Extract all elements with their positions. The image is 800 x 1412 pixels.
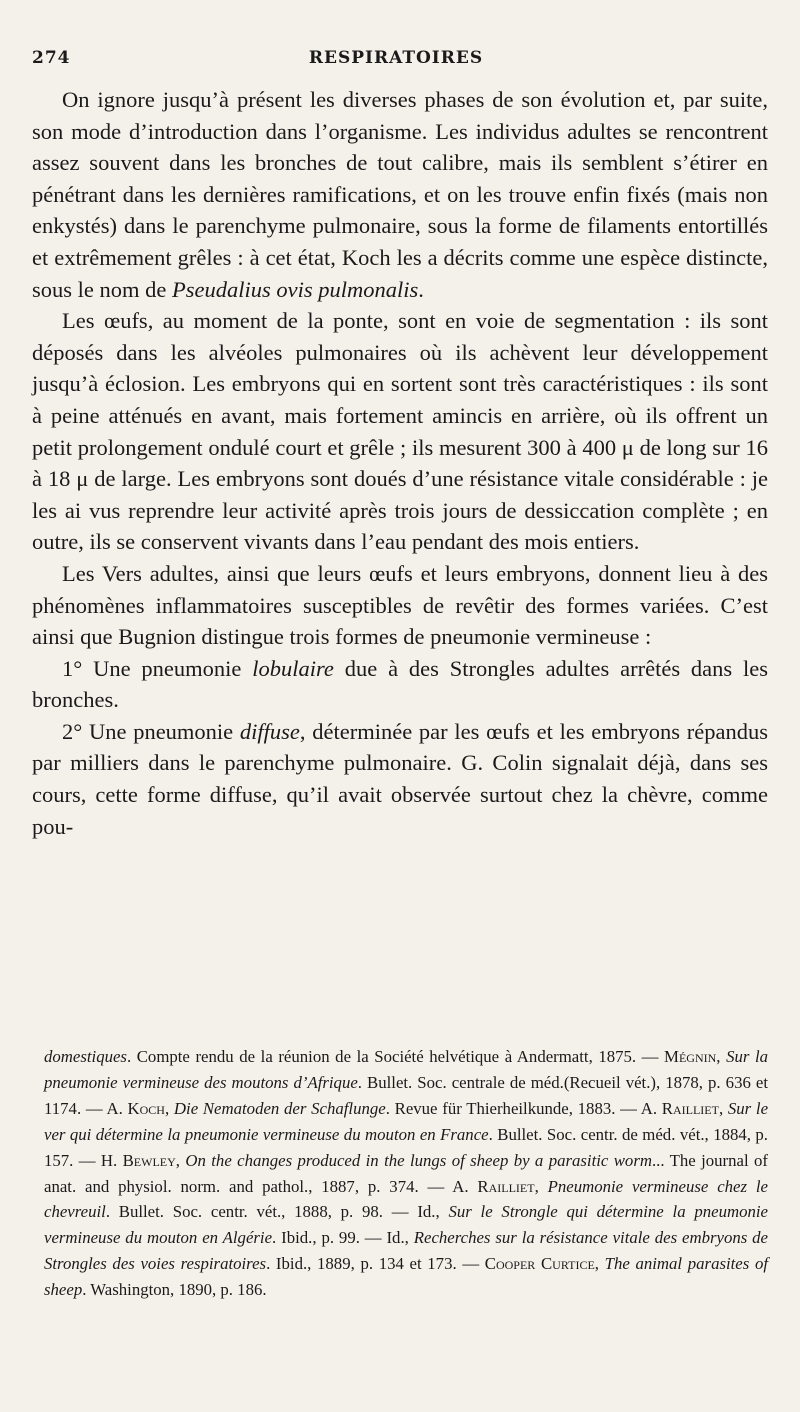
footnote-text: . Bullet. Soc. centr. vét., 1888, p. 98. — Id., xyxy=(105,1202,449,1222)
footnote-text: . Bullet. Soc. centr. de méd. vét., 1884, p. 157. — H. xyxy=(44,1124,768,1170)
body-text xyxy=(32,84,768,842)
text-segment: Les Vers adultes, ainsi que leurs œufs et leurs embryons, donnent lieu à des phénomènes inflammatoires susceptibles de revêtir des formes variées. C’est ainsi que Bugnion distingue trois formes de pneumonie vermineuse : xyxy=(32,560,768,650)
footnote-text: , xyxy=(594,1254,605,1274)
italic-title: Die Nematoden der Schaflunge xyxy=(173,1098,386,1118)
footnote-text: . Compte rendu de la réunion de la Société helvétique à Andermatt, 1875. — xyxy=(126,1047,665,1066)
italic-title: Sur la pneumonie vermineuse des moutons d’Afrique xyxy=(44,1047,769,1092)
footnote-text: , xyxy=(164,1098,174,1118)
footnote-text: , xyxy=(716,1047,727,1066)
footnote-text: . Ibid., p. 99. — Id., xyxy=(272,1228,414,1248)
text-segment: 2° Une pneumonie xyxy=(62,718,240,744)
text-segment: 1° Une pneumonie xyxy=(62,655,253,681)
italic-title: Recherches sur la résistance vitale des embryons de Strongles des voies respiratoires xyxy=(44,1228,768,1274)
italic-text: lobulaire xyxy=(252,655,334,681)
author-name: Railliet xyxy=(661,1098,719,1118)
footnote-paragraph xyxy=(44,1044,768,1303)
italic-title: Pneumonie vermineuse chez le chevreuil xyxy=(44,1176,768,1222)
footnote-text: . Bullet. Soc. centrale de méd.(Recueil vét.), 1878, p. 636 et 1174. — A. xyxy=(44,1072,769,1118)
body-paragraph xyxy=(32,653,768,716)
footnote-text: . Washington, 1890, p. 186. xyxy=(82,1280,267,1300)
author-name: Bewley xyxy=(122,1150,176,1170)
body-paragraph xyxy=(32,305,768,558)
author-name: Koch xyxy=(127,1098,165,1118)
body-paragraph xyxy=(32,716,768,842)
italic-title: On the changes produced in the lungs of sheep by a parasitic worm xyxy=(185,1150,652,1170)
text-segment: , déterminée par les œufs et les embryons répandus par milliers dans le parenchyme pulmonaire. G. Colin signalait déjà, dans ses cours, cette forme diffuse, qu’il avait observée surtout chez la chèvre, comme pou- xyxy=(32,718,768,839)
page-number: 274 xyxy=(32,48,71,68)
author-name: Railliet xyxy=(477,1176,535,1196)
footnote-text: . Revue für Thierheilkunde, 1883. — A. xyxy=(385,1098,662,1118)
running-head xyxy=(32,48,760,72)
text-segment: due à des Strongles adultes arrêtés dans les bronches. xyxy=(32,655,768,713)
body-paragraph xyxy=(32,558,768,653)
text-segment: Les œufs, au moment de la ponte, sont en voie de segmentation : ils sont déposés dans les alvéoles pulmonaires où ils achèvent leur développement jusqu’à éclosion. Les embryons qui en sortent sont très caractéristiques : ils sont à peine atténués en avant, mais fortement amincis en arrière, où ils offrent un petit prolongement ondulé court et grêle ; ils mesurent 300 à 400 μ de long sur 16 à 18 μ de large. Les embryons sont doués d’une résistance vitale considérable : je les ai vus reprendre leur activité après trois jours de dessiccation complète ; en outre, ils se conservent vivants dans l’eau pendant des mois entiers. xyxy=(32,308,768,555)
running-title: RESPIRATOIRES xyxy=(308,48,484,68)
italic-title: domestiques xyxy=(44,1047,127,1066)
body-paragraph xyxy=(32,84,768,305)
footnote-text: , xyxy=(175,1150,186,1170)
footnote-text: . Ibid., 1889, p. 134 et 173. — xyxy=(266,1254,485,1274)
footnote-text: ... The journal of anat. and physiol. norm. and pathol., 1887, p. 374. — A. xyxy=(44,1150,769,1196)
italic-text: diffuse xyxy=(239,718,300,744)
author-name: Mégnin xyxy=(664,1047,717,1066)
text-segment: . xyxy=(418,276,424,302)
author-name: Cooper Curtice xyxy=(484,1254,595,1274)
italic-text: Pseudalius ovis pulmonalis xyxy=(172,276,419,302)
footnote-text: , xyxy=(718,1098,728,1118)
italic-title: The animal parasites of sheep xyxy=(44,1254,769,1300)
text-segment: On ignore jusqu’à présent les diverses phases de son évolution et, par suite, son mode d’introduction dans l’organisme. Les individus adultes se rencontrent assez souvent dans les bronches de tout calibre, mais ils semblent s’étirer en pénétrant dans les dernières ramifications, et on les trouve enfin fixés (mais non enkystés) dans le parenchyme pulmonaire, sous la forme de filaments entortillés et extrêmement grêles : à cet état, Koch les a décrits comme une espèce distincte, sous le nom de xyxy=(32,87,768,302)
italic-title: Sur le Strongle qui détermine la pneumonie vermineuse du mouton en Algérie xyxy=(44,1202,768,1248)
italic-title: Sur le ver qui détermine la pneumonie vermineuse du mouton en France xyxy=(44,1098,769,1144)
footnote-block xyxy=(44,1044,768,1303)
footnote-text: , xyxy=(534,1176,548,1196)
